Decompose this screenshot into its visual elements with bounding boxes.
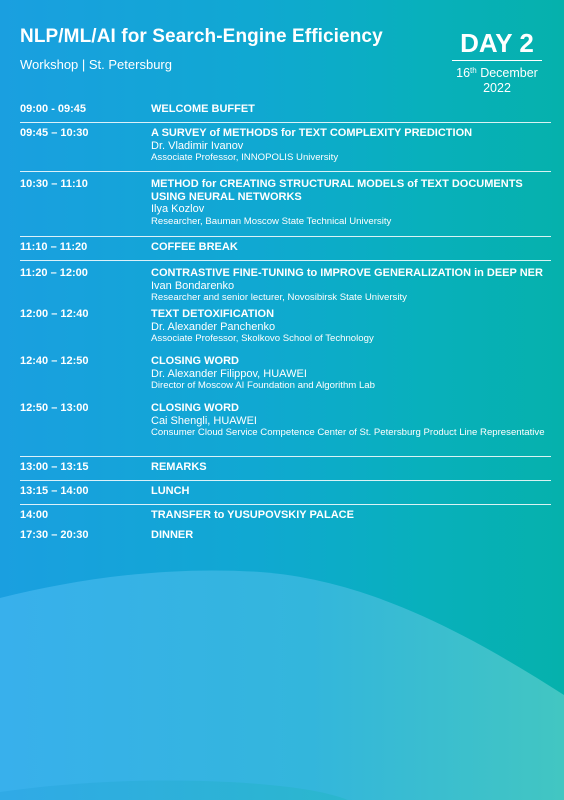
schedule-row — [20, 481, 551, 505]
session-speaker: Dr. Alexander Panchenko — [151, 320, 276, 333]
session-affiliation: Associate Professor, Skolkovo School of Technology — [151, 333, 374, 344]
session-time: 17:30 – 20:30 — [20, 529, 89, 541]
session-title: CLOSING WORD — [151, 355, 239, 367]
schedule-row — [20, 261, 551, 308]
session-affiliation: Researcher and senior lecturer, Novosibirsk State University — [151, 292, 407, 303]
session-affiliation: Associate Professor, INNOPOLIS University — [151, 152, 339, 163]
session-affiliation: Researcher, Bauman Moscow State Technical University — [151, 215, 392, 227]
schedule-row — [20, 308, 551, 355]
date-suffix: th — [470, 66, 477, 75]
session-title: WELCOME BUFFET — [151, 103, 255, 115]
session-speaker: Ilya Kozlov — [151, 203, 205, 215]
date-year: 2022 — [483, 81, 511, 95]
session-title: REMARKS — [151, 461, 207, 473]
session-title: CONTRASTIVE FINE-TUNING to IMPROVE GENERALIZATION in DEEP NER — [151, 267, 543, 279]
session-time: 11:10 – 11:20 — [20, 241, 88, 253]
schedule-row — [20, 355, 551, 402]
session-time: 11:20 – 12:00 — [20, 267, 88, 279]
schedule-list — [20, 103, 551, 549]
session-time: 13:00 – 13:15 — [20, 461, 89, 473]
session-time: 12:50 – 13:00 — [20, 402, 89, 414]
schedule-row — [20, 505, 551, 529]
schedule-row — [20, 237, 551, 261]
session-time: 10:30 – 11:10 — [20, 178, 88, 190]
session-speaker: Dr. Alexander Filippov, HUAWEI — [151, 367, 307, 380]
session-speaker: Cai Shengli, HUAWEI — [151, 414, 257, 427]
session-affiliation: Director of Moscow AI Foundation and Algorithm Lab — [151, 380, 375, 391]
day-label: DAY 2 — [452, 28, 542, 61]
session-title: LUNCH — [151, 485, 190, 497]
date-month: December — [480, 66, 538, 80]
session-time: 12:00 – 12:40 — [20, 308, 89, 320]
date-day: 16 — [456, 66, 471, 80]
session-title: CLOSING WORD — [151, 402, 239, 414]
session-title: TRANSFER to YUSUPOVSKIY PALACE — [151, 509, 354, 521]
session-title: COFFEE BREAK — [151, 241, 238, 253]
event-date — [452, 66, 542, 96]
schedule-row — [20, 529, 551, 549]
session-title: METHOD for CREATING STRUCTURAL MODELS of TEXT DOCUMENTS USING NEURAL NETWORKS — [151, 178, 523, 203]
session-speaker: Dr. Vladimir Ivanov — [151, 139, 244, 152]
page-title: NLP/ML/AI for Search-Engine Efficiency — [20, 26, 383, 47]
session-affiliation: Consumer Cloud Service Competence Center of St. Petersburg Product Line Representative — [151, 427, 545, 438]
session-title: A SURVEY of METHODS for TEXT COMPLEXITY PREDICTION — [151, 127, 473, 139]
schedule-row — [20, 457, 551, 481]
schedule-row — [20, 402, 551, 457]
schedule-row — [20, 123, 551, 172]
schedule-row — [20, 172, 551, 237]
session-time: 09:00 - 09:45 — [20, 103, 87, 115]
header — [20, 26, 383, 72]
session-time: 13:15 – 14:00 — [20, 485, 89, 497]
session-time: 09:45 – 10:30 — [20, 127, 89, 139]
schedule-row — [20, 103, 551, 123]
day-block — [452, 28, 542, 96]
session-speaker: Ivan Bondarenko — [151, 279, 235, 292]
session-time: 12:40 – 12:50 — [20, 355, 89, 367]
session-title: TEXT DETOXIFICATION — [151, 308, 275, 320]
workshop-subtitle: Workshop | St. Petersburg — [20, 57, 172, 72]
session-title: DINNER — [151, 529, 194, 541]
session-time: 14:00 — [20, 509, 49, 521]
